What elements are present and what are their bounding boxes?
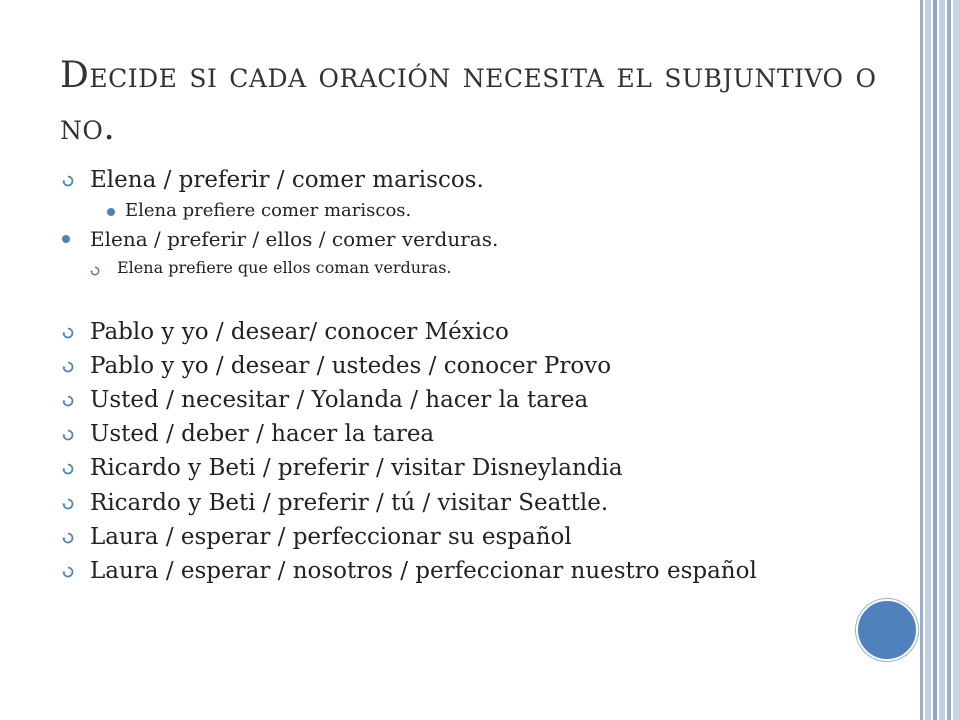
list-item [60, 491, 850, 515]
list-item-text: Elena prefiere que ellos coman verduras. [117, 258, 452, 278]
decorative-band [925, 0, 931, 720]
list-item-text: Ricardo y Beti / preferir / visitar Disneylandia [90, 455, 623, 482]
list-item-text: Laura / esperar / nosotros / perfeccionar nuestro español [90, 557, 757, 584]
decorative-band [939, 0, 945, 720]
list-item [60, 388, 850, 412]
list-item [60, 354, 850, 378]
list-item [60, 559, 850, 583]
slide-title: Decide si cada oración necesita el subjuntivo o no. [60, 55, 877, 148]
list-item [60, 422, 850, 446]
list-item-text: Laura / esperar / perfeccionar su español [90, 523, 572, 550]
ring-arrow-icon [62, 429, 74, 441]
list-item [60, 525, 850, 549]
list-item [60, 320, 850, 344]
list-item [60, 260, 850, 277]
ring-arrow-icon [62, 566, 74, 578]
ring-arrow-icon [62, 463, 74, 475]
decorative-band [920, 0, 923, 720]
decorative-circle [856, 599, 918, 661]
round-dot-icon [107, 208, 115, 216]
decorative-band [933, 0, 937, 720]
decorative-band [947, 0, 951, 720]
ring-arrow-icon [62, 361, 74, 373]
ring-arrow-icon [62, 532, 74, 544]
ring-arrow-icon [62, 327, 74, 339]
spacer [60, 285, 850, 320]
ring-arrow-icon [90, 266, 100, 276]
list-item-text: Elena / preferir / ellos / comer verduras. [90, 227, 499, 252]
ring-arrow-icon [62, 175, 74, 187]
list-item [60, 168, 850, 192]
list-item-text: Pablo y yo / desear/ conocer México [90, 318, 509, 345]
bullet-list [60, 168, 850, 593]
ring-arrow-icon [62, 498, 74, 510]
round-dot-icon [62, 235, 70, 243]
list-item-text: Usted / deber / hacer la tarea [90, 421, 435, 448]
list-item [60, 456, 850, 480]
list-item-text: Elena prefiere comer mariscos. [125, 200, 412, 222]
list-item-text: Elena / preferir / comer mariscos. [90, 167, 484, 193]
list-item [60, 202, 850, 221]
list-item-text: Ricardo y Beti / preferir / tú / visitar Seattle. [90, 489, 609, 516]
ring-arrow-icon [62, 395, 74, 407]
list-item-text: Pablo y yo / desear / ustedes / conocer Provo [90, 352, 612, 379]
list-item-text: Usted / necesitar / Yolanda / hacer la tarea [90, 387, 589, 414]
list-item [60, 229, 850, 250]
decorative-band [953, 0, 960, 720]
